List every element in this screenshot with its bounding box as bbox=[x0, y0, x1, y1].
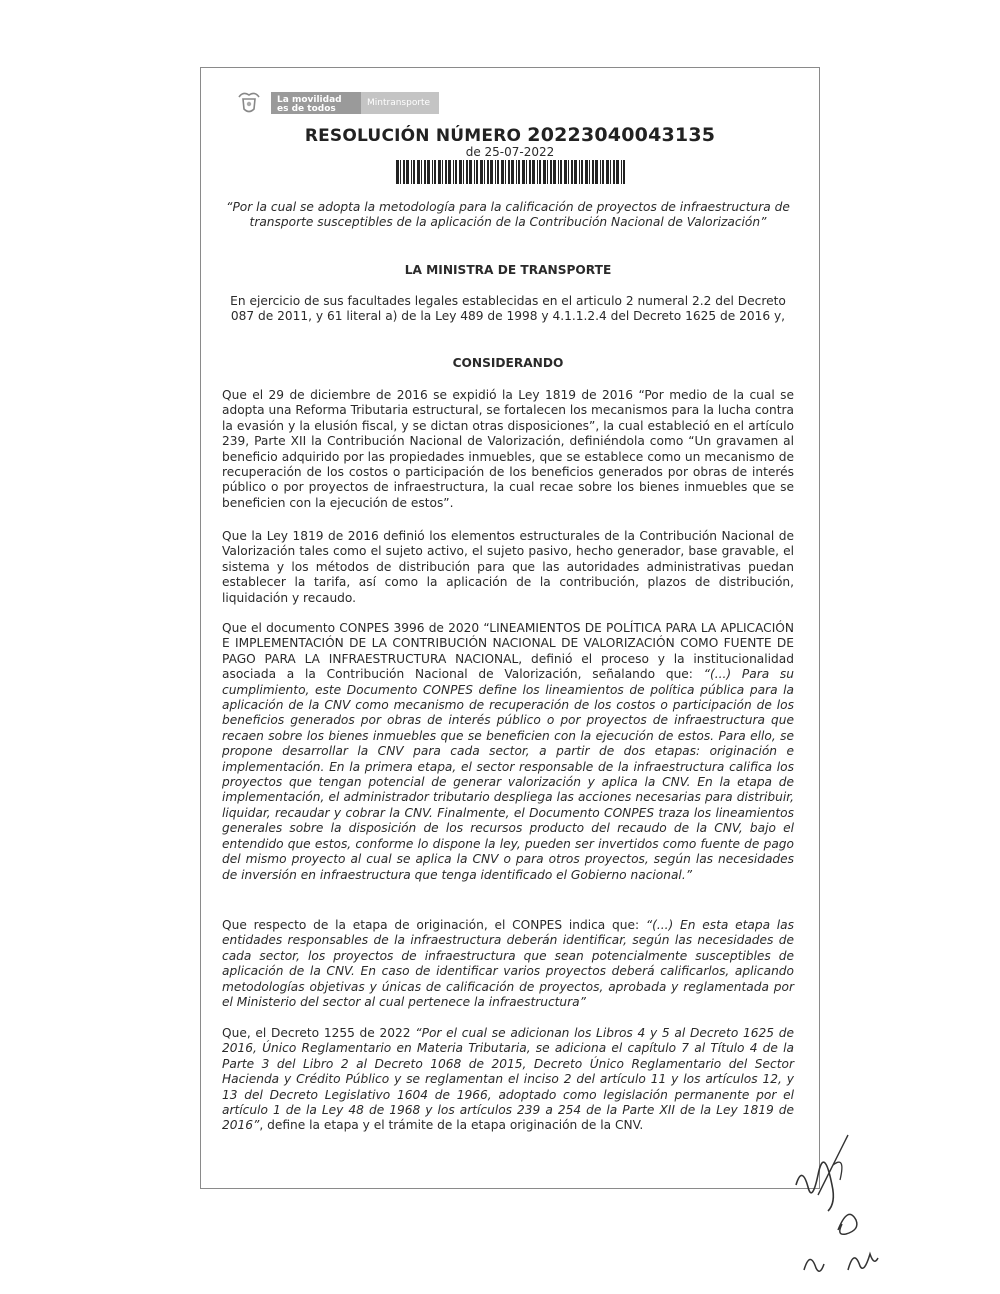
paragraph-1: Que el 29 de diciembre de 2016 se expidió la Ley 1819 de 2016 “Por medio de la cual se adopta una Reforma Tributaria estructural, se fortalecen los mecanismos para la lucha contra la evasión y la elusión fiscal, y se dictan otras disposiciones”, la cual estableció en el artículo 239, Parte XII la Contribución Nacional de Valorización, definiéndola como “Un gravamen al beneficio adquirido por las propiedades inmuebles, que se establece como un mecanismo de recuperación de los costos o participación de los beneficios generados por obras de interés público o por proyectos de infraestructura, la cual recae sobre los bienes inmuebles que se beneficien con la ejecución de estos”. bbox=[222, 388, 794, 510]
ministry-badge: Mintransporte bbox=[361, 92, 439, 114]
authority-heading: LA MINISTRA DE TRANSPORTE bbox=[404, 263, 612, 277]
barcode-icon bbox=[396, 160, 626, 184]
faculties-text: En ejercicio de sus facultades legales establecidas en el articulo 2 numeral 2.2 del Decreto 087 de 2011, y 61 literal a) de la Ley 489 de 1998 y 4.1.1.2.4 del Decreto 1625 de 2016 y, bbox=[230, 294, 786, 324]
paragraph-4 bbox=[222, 918, 794, 1010]
resolution-number: 20223040043135 bbox=[527, 124, 716, 146]
paragraph-3-text: Que el documento CONPES 3996 de 2020 “LINEAMIENTOS DE POLÍTICA PARA LA APLICACIÓN E IMPLEMENTACIÓN DE LA CONTRIBUCIÓN NACIONAL DE VALORIZACIÓN COMO FUENTE DE PAGO PARA LA INFRAESTRUCTURA NACIONAL, definió el proceso y la institucionalidad asociada a la Contribución Nacional de Valorización, señalando que: bbox=[222, 621, 794, 682]
brand-badge bbox=[271, 92, 361, 114]
paragraph-2: Que la Ley 1819 de 2016 definió los elementos estructurales de la Contribución Nacional de Valorización tales como el sujeto activo, el sujeto pasivo, hecho generador, base gravable, el sistema y los métodos de distribución para que las autoridades administrativas puedan establecer la tarifa, así como la aplicación de la contribución, plazos de distribución, liquidación y recaudo. bbox=[222, 529, 794, 605]
subject-text: “Por la cual se adopta la metodología para la calificación de proyectos de infraestructura de transporte susceptibles de la aplicación de la Contribución Nacional de Valorización” bbox=[226, 200, 790, 230]
paragraph-5-text-a: Que, el Decreto 1255 de 2022 bbox=[222, 1026, 411, 1040]
decree-title-quote: “Por el cual se adicionan los Libros 4 y 5 al Decreto 1625 de 2016, Único Reglamentario en Materia Tributaria, se adiciona el capítulo 7 al Título 4 de la Parte 3 del Libro 2 al Decreto 1068 de 2015, Decreto Único Reglamentario del Sector Hacienda y Crédito Público y se reglamentan el inciso 2 del artículo 11 y los artículos 12, y 13 del Decreto Legislativo 1604 de 1966, adoptado como legislación permanente por el artículo 1 de la Ley 48 de 1968 y los artículos 239 a 254 de la Parte XII de la Ley 1819 de 2016” bbox=[222, 1026, 794, 1133]
considerando-heading: CONSIDERANDO bbox=[452, 356, 564, 370]
paragraph-5 bbox=[222, 1026, 794, 1134]
paragraph-4-text: Que respecto de la etapa de originación, el CONPES indica que: bbox=[222, 918, 640, 932]
brand-line-1: La movilidad bbox=[277, 95, 342, 105]
signature-scribble-icon bbox=[800, 1240, 880, 1280]
resolution-title bbox=[200, 124, 820, 146]
brand-line-2: es de todos bbox=[277, 104, 336, 114]
conpes-quote: “(...) Para su cumplimiento, este Documento CONPES define los lineamientos de política pública para la aplicación de la CNV como mecanismo de recuperación de los costos o participación de los beneficios generados por obras de interés público o por proyectos de infraestructura que recaen sobre los bienes inmuebles que se beneficien con la ejecución de estos. Para ello, se propone desarrollar la CNV para cada sector, a partir de dos etapas: originación e implementación. En la primera etapa, el sector responsable de la infraestructura califica los proyectos que tengan potencial de generar valorización y aplica la CNV. En la etapa de implementación, el administrador tributario despliega las acciones necesarias para distribuir, liquidar, recaudar y cobrar la CNV. Finalmente, el Documento CONPES traza los lineamientos generales sobre la disposición de los recursos producto del recaudo de la CNV, bajo el entendido que estos, conforme lo dispone la ley, pueden ser invertidos como fuente de pago del mismo proyecto al cual se aplica la CNV o para otros proyectos, según las necesidades de inversión en infraestructura que tenga identificado el Gobierno nacional.” bbox=[222, 667, 794, 882]
resolution-date: de 25-07-2022 bbox=[465, 145, 555, 159]
signature-mark-icon bbox=[828, 1200, 868, 1240]
paragraph-5-text-b: , define la etapa y el trámite de la etapa originación de la CNV. bbox=[259, 1118, 644, 1133]
origination-quote: “(...) En esta etapa las entidades responsables de la infraestructura deberán identificar, según las necesidades de cada sector, los proyectos de infraestructura que sean potencialmente susceptibles de aplicación de la CNV. En caso de identificar varios proyectos deberá calificarlos, aplicando metodologías objetivas y únicas de calificación de proyectos, aprobada y reglamentada por el Ministerio del sector al cual pertenece la infraestructura” bbox=[222, 918, 795, 1010]
header-logo bbox=[235, 88, 439, 118]
coat-of-arms-icon bbox=[235, 89, 263, 117]
paragraph-3 bbox=[222, 621, 794, 883]
resolution-label: RESOLUCIÓN NÚMERO bbox=[304, 126, 522, 146]
